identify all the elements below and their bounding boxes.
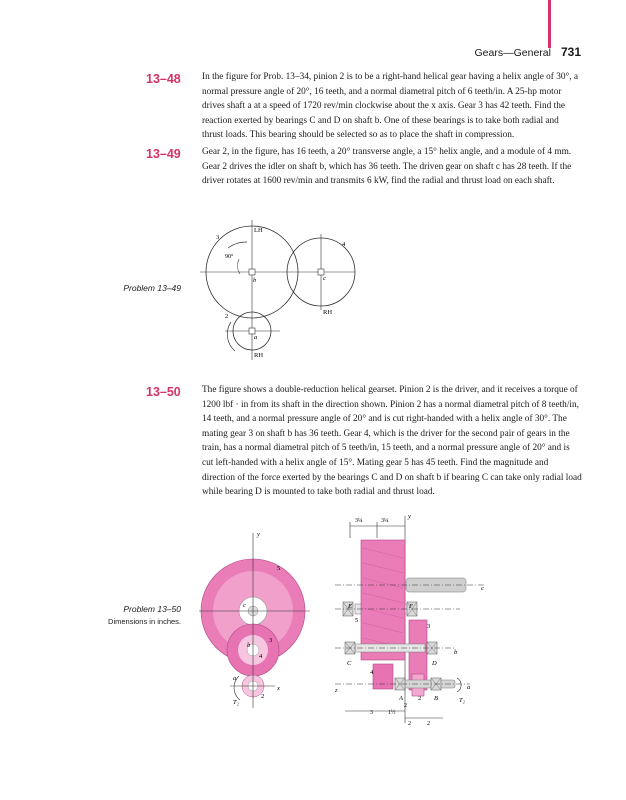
side-view bbox=[334, 513, 485, 727]
gear-3-label: 3 bbox=[216, 234, 220, 241]
bearing-B-label: B bbox=[434, 695, 438, 702]
problem-number: 13–49 bbox=[146, 147, 181, 161]
side-gear-2-label: 2 bbox=[418, 695, 422, 702]
gear-2-label: 2 bbox=[225, 313, 229, 320]
front-torque-label: T₂ bbox=[233, 699, 239, 706]
rh-c-label: RH bbox=[323, 309, 333, 316]
dim-2b-label: 2 bbox=[408, 721, 411, 727]
page-number: 731 bbox=[560, 45, 581, 59]
angle-label: 90° bbox=[225, 254, 234, 260]
dim-1half-label: 1½ bbox=[388, 710, 396, 716]
bearing-A-label: A bbox=[399, 695, 403, 702]
side-gear-3-label: 3 bbox=[427, 623, 431, 630]
gear-4-label: 4 bbox=[342, 241, 346, 248]
problem-text: Gear 2, in the figure, has 16 teeth, a 20° transverse angle, a 15° helix angle, and a module of 4 mm. Gear 2 drives the idler on shaft b, which has 36 teeth. The driven gear on shaft c has 28 teeth. If the driver rotates at 1600 rev/min and transmits 6 kW, find the radial and thrust load on each shaft. bbox=[202, 147, 572, 187]
lh-label: LH bbox=[254, 227, 263, 234]
figure-13-49 bbox=[195, 218, 360, 363]
front-shaft-b-label: b bbox=[247, 642, 251, 649]
shaft-b-label: b bbox=[253, 277, 257, 284]
bearing-D-label: D bbox=[432, 660, 437, 667]
dim-3-label: 3 bbox=[370, 710, 373, 716]
shaft-c-label: c bbox=[323, 275, 326, 282]
dim-2a-label: 2 bbox=[404, 703, 407, 709]
side-shaft-c-label: c bbox=[481, 585, 484, 592]
side-gear-4-label: 4 bbox=[370, 669, 374, 676]
figure-13-50 bbox=[195, 508, 495, 728]
front-view bbox=[199, 531, 310, 708]
problem-text: The figure shows a double-reduction helical gearset. Pinion 2 is the driver, and it receives a torque of 1200 lbf · in from its shaft in the direction shown. Pinion 2 has a normal diametral pitch of 8 teeth/in, 14 teeth, and a normal pressure angle of 20° and is cut right-handed with a helix angle of 30°. The mating gear 3 on shaft b has 36 teeth. Gear 4, which is the driver for the second pair of gears in the train, has a normal diametral pitch of 5 teeth/in, 15 teeth, and a normal pressure angle of 20° and is cut left-handed with a helix angle of 15°. Mating gear 5 has 45 teeth. Find the magnitude and direction of the force exerted by the bearings C and D on shaft b if bearing C can take only radial load while bearing D is mounted to take both radial and thrust load. bbox=[202, 385, 582, 498]
gear-5-side bbox=[361, 540, 405, 660]
front-y-axis-label: y bbox=[257, 531, 260, 538]
bearing-C-label: C bbox=[347, 660, 352, 667]
gear-4-side bbox=[373, 664, 393, 689]
front-gear-4-label: 4 bbox=[259, 653, 263, 660]
front-x-axis-label: x bbox=[277, 685, 280, 692]
figure-subcaption: Dimensions in inches. bbox=[108, 617, 181, 626]
side-shaft-a-label: a bbox=[467, 684, 471, 691]
bearing-E-label: E bbox=[348, 603, 352, 610]
running-header bbox=[475, 45, 581, 59]
problem-text: In the figure for Prob. 13–34, pinion 2 is to be a right-hand helical gear having a helix angle of 30°, a normal pressure angle of 20°, 16 teeth, and a normal diametral pitch of 6 teeth/in. A 25-hp motor drives shaft a at a speed of 1720 rev/min clockwise about the x axis. Gear 3 has 42 teeth. Find the reaction exerted by bearings C and D on shaft b. One of these bearings is to take both radial and thrust loads. This bearing should be selected so as to place the shaft in compression. bbox=[202, 72, 579, 141]
bearing-F-label: F bbox=[409, 603, 413, 610]
side-gear-5-label: 5 bbox=[355, 617, 359, 624]
figure-caption: Problem 13–49 bbox=[123, 283, 181, 293]
problem-number: 13–50 bbox=[146, 385, 181, 399]
front-shaft-c-label: c bbox=[243, 602, 246, 609]
front-gear-5-label: 5 bbox=[277, 565, 281, 572]
shaft-a-label: a bbox=[254, 334, 258, 341]
page-edge-rule bbox=[548, 0, 551, 48]
dim-right-label: 3¼ bbox=[381, 518, 389, 524]
dim-2c-label: 2 bbox=[427, 721, 430, 727]
figure-caption: Problem 13–50 bbox=[123, 604, 181, 614]
side-z-axis-label: z bbox=[335, 687, 338, 694]
side-shaft-b-label: b bbox=[454, 649, 458, 656]
dim-left-label: 3¼ bbox=[355, 518, 363, 524]
side-torque-label: T₂ bbox=[459, 697, 465, 704]
chapter-title: Gears—General bbox=[474, 47, 551, 59]
problem-number: 13–48 bbox=[146, 72, 181, 86]
front-shaft-a-label: a bbox=[233, 675, 237, 682]
rh-a-label: RH bbox=[254, 352, 264, 359]
front-gear-2-label: 2 bbox=[261, 693, 265, 700]
side-y-axis-label: y bbox=[408, 513, 411, 520]
front-gear-3-label: 3 bbox=[269, 637, 273, 644]
